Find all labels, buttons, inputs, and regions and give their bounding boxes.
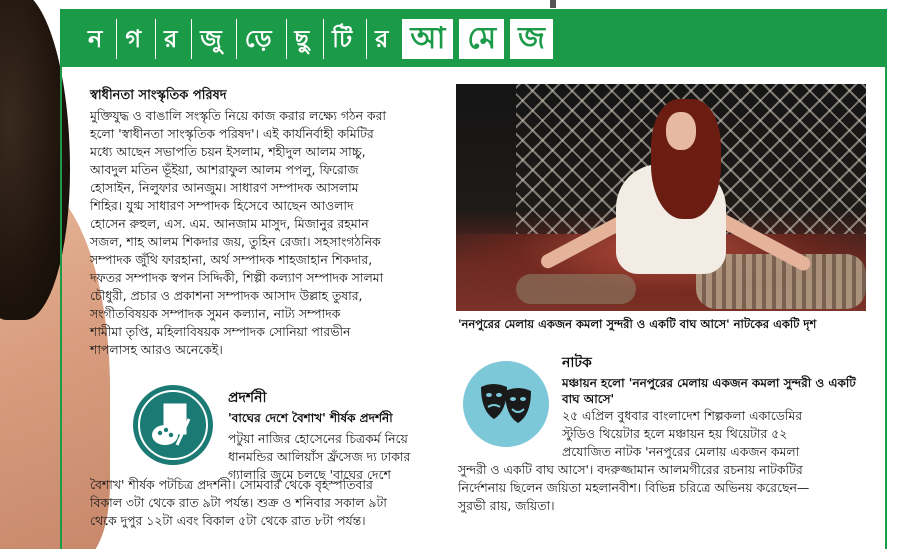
exhibition-line: থেকে দুপুর ১২টা এবং বিকাল ৫টা থেকে রাত ৮টা পর্যন্ত। [90, 513, 366, 528]
header-highlight-letter: মে [459, 19, 504, 59]
header-letter: জু [191, 19, 229, 59]
drama-line: সুন্দরী ও একটি বাঘ আসে'। বদরুজ্জামান আলমগীরের রচনায় নাটকটির [458, 462, 803, 477]
drama-line: নির্দেশনায় ছিলেন জয়িতা মহলানবীশ। বিভিন্ন চরিত্রে অভিনয় করেছেন— [458, 480, 810, 495]
article-line: হোসেন রুহুল, এস. এম. আনজাম মাসুদ, মিজানুর রহমান [90, 216, 369, 231]
exhibition-section-label: প্রদর্শনী [228, 390, 267, 406]
article-line: মুক্তিযুদ্ধ ও বাঙালি সংস্কৃতি নিয়ে কাজ করার লক্ষ্যে গঠন করা [90, 108, 387, 123]
article-line: শামীমা তৃপ্তি, মহিলাবিষয়ক সম্পাদক সোনিয়া পারভীন [90, 324, 351, 339]
palette-canvas-icon [133, 385, 213, 465]
header-letter: র [155, 19, 185, 59]
top-marker [550, 0, 556, 8]
exhibition-block [228, 386, 438, 484]
article-line: সম্পাদক জুঁথি ফারহানা, অর্থ সম্পাদক শাহজাহান শিকদার, [90, 252, 373, 267]
theatre-masks-icon [463, 361, 549, 447]
article-line: দফতর সম্পাদক স্বপন সিদ্দিকী, শিল্পী কল্যাণ সম্পাদক সালমা [90, 270, 384, 285]
exhibition-line: ধানমন্ডির আলিয়াঁস ফ্রঁসেজ দ্য ঢাকার [228, 449, 411, 464]
article-line: চৌধুরী, প্রচার ও প্রকাশনা সম্পাদক আসাদ উল্লাহ তুষার, [90, 288, 363, 303]
photo-caption: 'ননপুরের মেলায় একজন কমলা সুন্দরী ও একটি বাঘ আসে' নাটকের একটি দৃশ [458, 317, 817, 331]
drama-line: সুরভী রায়, জয়িতা। [458, 498, 555, 513]
exhibition-line: বৈশাখ' শীর্ষক পটচিত্র প্রদর্শনী। সোমবার থেকে বৃহস্পতিবার [90, 477, 373, 492]
drama-line: স্টুডিও থিয়েটার হলে মঞ্চায়ন হয় থিয়েটার ৫২ [562, 426, 788, 441]
header-letter: ড়ে [236, 19, 280, 59]
exhibition-line: গ্যালারি জুমে চলছে 'বাঘের দেশে [228, 467, 391, 482]
article-line: হলো 'স্বাধীনতা সাংস্কৃতিক পরিষদ'। এই কার্যনির্বাহী কমিটির [90, 126, 374, 141]
exhibition-line: বিকাল ৩টা থেকে রাত ৯টা পর্যন্ত। শুক্র ও শনিবার সকাল ৯টা [90, 495, 387, 510]
header-letter: র [366, 19, 396, 59]
frame-right-line [885, 67, 887, 549]
article-heading: স্বাধীনতা সাংস্কৃতিক পরিষদ [90, 88, 227, 103]
photo-rope [516, 274, 636, 304]
article-cultural-council [90, 86, 445, 359]
section-header [60, 9, 887, 67]
article-line: সংগীতবিষয়ক সম্পাদক সুমন কল্যান, নাট্য সম্পাদক [90, 306, 341, 321]
exhibition-title: 'বাঘের দেশে বৈশাখ' শীর্ষক প্রদর্শনী [228, 411, 393, 425]
header-letter: ন [88, 25, 103, 53]
article-line: মধ্যে আছেন সভাপতি চয়ন ইসলাম, শহীদুল আলম সাচ্চু, [90, 144, 366, 159]
stage-photo [456, 84, 866, 311]
article-line: সজল, শাহ আলম শিকদার জয়, তুহিন রেজা। সহসাংগঠনিক [90, 234, 381, 249]
drama-block [562, 351, 862, 461]
header-title [80, 19, 559, 59]
header-highlight-letter: জ [510, 19, 553, 59]
photo-actress-face [666, 112, 696, 150]
article-line: হোসাইন, নিলুফার আনজুম। সাধারণ সম্পাদক আসলাম [90, 180, 359, 195]
header-letter: ছু [286, 19, 318, 59]
article-line: শাপলাসহ আরও অনেকেই। [90, 342, 223, 357]
exhibition-continued [90, 476, 450, 530]
drama-line: ২৫ এপ্রিল বুধবার বাংলাদেশ শিল্পকলা একাডেমির [562, 408, 803, 423]
header-letter: টি [323, 19, 360, 59]
article-line: শিহির। যুগ্ম সাধারণ সম্পাদক হিসেবে আছেন আওলাদ [90, 198, 354, 213]
drama-continued [458, 461, 878, 515]
drama-line: প্রযোজিত নাটক 'ননপুরের মেলায় একজন কমলা [562, 444, 800, 459]
frame-left-line [60, 67, 62, 549]
exhibition-line: পটুয়া নাজির হোসেনের চিত্রকর্ম নিয়ে [228, 431, 408, 446]
drama-section-label: নাটক [562, 355, 592, 371]
header-letter: গ [116, 19, 149, 59]
header-highlight-letter: আ [402, 19, 453, 59]
drama-title: মঞ্চায়ন হলো 'ননপুরের মেলায় একজন কমলা সুন্দরী ও একটি বাঘ আসে' [562, 376, 856, 406]
article-line: আবদুল মতিন ভূঁইয়া, আশরাফুল আলম পপলু, ফিরোজ [90, 162, 359, 177]
